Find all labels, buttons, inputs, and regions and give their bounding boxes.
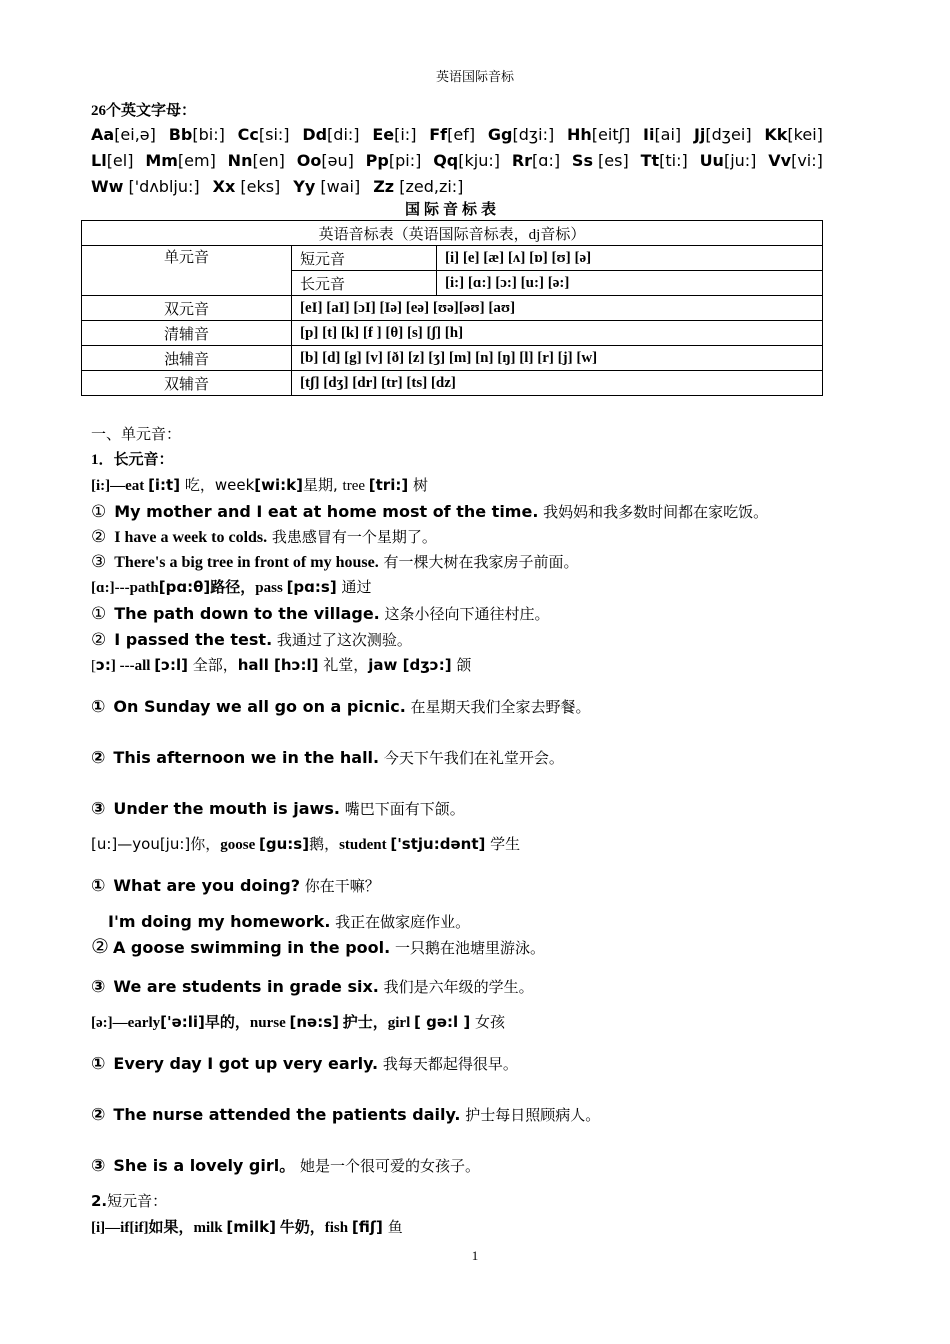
translation: 树 [408,476,428,494]
alphabet-letter [297,148,354,174]
translation: 星期, [302,476,343,494]
example-english: What are you doing? [113,876,301,895]
example-chinese: 一只鹅在池塘里游泳。 [390,939,545,957]
translation: 路径，pass [210,580,287,596]
phoneme-text: [ɑ:]---path [91,580,159,596]
table-title: 国际音标表 [404,202,500,218]
letter: Jj [693,125,706,144]
alphabet-letter [293,174,360,200]
example-sentence [91,550,823,575]
table-row [82,221,823,246]
letter-phonetic: [kei] [787,125,823,144]
phonetic: [pɑ:θ] [158,578,211,596]
example-english: Every day I got up very early. [113,1054,379,1073]
translation: 鱼 [382,1218,403,1236]
table-heading: 英语音标表（英语国际音标表，dj音标） [82,221,823,246]
alphabet-letter [366,148,422,174]
alphabet-letter [512,148,560,174]
letter-phonetic: [wai] [315,177,361,196]
example-sentence [91,601,823,627]
example-number: ③ [91,977,106,997]
category-monophthong: 单元音 [82,246,292,296]
example-chinese: 我每天都起得很早。 [378,1055,518,1073]
table-row [82,371,823,396]
table-row [82,321,823,346]
alphabet-letter [433,148,500,174]
word: student [339,837,391,853]
example-english: The nurse attended the patients daily. [113,1105,461,1124]
example-sentence [91,935,823,961]
letter-phonetic: [bi:] [192,125,225,144]
phonetic: [gu:s] [259,835,310,853]
alphabet-letter [213,174,281,200]
alphabet-letter [768,148,823,174]
alphabet-letter [488,122,554,148]
phonetic: ['ə:li] [160,1013,205,1031]
example-number: ① [91,604,107,624]
example-chinese: 我通过了这次测验。 [272,631,412,649]
example-english: She is a lovely girl。 [113,1156,296,1175]
symbols-voiceless: [p] [t] [k] [f ] [θ] [s] [ʃ] [h] [292,321,823,346]
alphabet-letter [372,122,416,148]
example-english: I'm doing my homework. [108,912,331,931]
alphabet-letter [764,122,823,148]
letter-phonetic: [pi:] [388,151,422,170]
example-sentence [91,694,823,720]
example-number: ② [91,630,107,650]
phonetic: ['stju:dənt] [390,835,486,853]
example-chinese: 她是一个很可爱的女孩子。 [295,1157,481,1175]
letter-phonetic: [di:] [327,125,360,144]
alphabet-letter [643,122,681,148]
example-english: A goose swimming in the pool. [112,938,391,957]
word: hall [hɔ:l] [237,656,319,674]
phonetic: [wi:k] [254,476,303,494]
translation: 礼堂， [318,656,369,674]
letter-phonetic: [ei,ə] [114,125,156,144]
example-chinese: 这条小径向下通往村庄。 [379,605,550,623]
alphabet-letter [700,148,757,174]
alphabet-letter [91,174,200,200]
alphabet-letter [145,148,216,174]
example-chinese: 在星期天我们全家去野餐。 [405,698,591,716]
alphabet-letter [373,174,463,200]
letter: Ll [91,151,107,170]
translation: 通过 [336,578,372,596]
example-sentence [91,1051,823,1077]
alphabet-letter [429,122,475,148]
letter: Vv [768,151,792,170]
symbols-double: [tʃ] [dʒ] [dr] [tr] [ts] [dz] [292,371,823,396]
alphabet-letter [169,122,225,148]
example-sentence [91,974,823,1000]
phonetic: [pɑ:s] [286,578,337,596]
translation: 颌 [451,656,472,674]
letter: Aa [91,125,115,144]
category-voiced: 浊辅音 [82,346,292,371]
letter: Bb [168,125,193,144]
example-english: I passed the test. [114,630,273,649]
example-sentence [91,745,823,771]
table-row [82,246,823,271]
subsection-number: 2. [91,1192,108,1210]
alphabet-letter [228,148,285,174]
example-english: On Sunday we all go on a picnic. [113,697,406,716]
letter-phonetic: [dʒi:] [512,125,555,144]
letter: Zz [373,177,395,196]
letter: Mm [145,151,178,170]
example-sentence [91,873,823,899]
example-chinese: 护士每日照顾病人。 [460,1106,601,1124]
example-sentence [91,909,823,935]
example-sentence [91,499,823,525]
letter-phonetic: ['dʌblju:] [123,177,200,196]
translation: 牛奶，fish [276,1220,352,1236]
symbols-diphthong: [eI] [aI] [ɔI] [Iə] [eə] [ʊə][əʊ] [aʊ] [292,296,823,321]
example-sentence [91,1102,823,1128]
translation: 全部， [187,656,238,674]
letter: Pp [365,151,389,170]
phoneme-text: [u:]—you[ju:]你， [91,835,221,853]
example-number: ① [91,876,106,896]
translation: 吃， [180,476,215,494]
alphabet-letter [91,148,133,174]
alphabet-letter [641,148,688,174]
example-english: The path down to the village. [114,604,380,623]
example-sentence [91,627,823,653]
phoneme-line-u-long [91,832,823,858]
phoneme-text: [ə:]—early [91,1015,161,1031]
subsection-label: 短元音： [107,1192,168,1210]
page-number: 1 [471,1248,479,1263]
alphabet-title: 26个英文字母： [91,103,197,119]
phoneme-text: [i]—if[if]如果，milk [91,1220,227,1236]
letter: Ww [91,177,124,196]
phoneme-line-i-short [91,1215,823,1241]
letter: Oo [296,151,322,170]
letter-phonetic: [ju:] [723,151,757,170]
phonetic: [ɔ:l] [154,656,188,674]
letter-phonetic: [ef] [447,125,476,144]
example-chinese: 我们是六年级的学生。 [378,978,534,996]
example-number: ③ [91,799,106,819]
alphabet-row-1 [91,122,823,148]
phonetic: [nə:s] [289,1013,339,1031]
phonetic: [tri:] [368,476,409,494]
letter-phonetic: [dʒei] [705,125,752,144]
letter-phonetic: [si:] [258,125,290,144]
translation: 早的，nurse [204,1015,290,1031]
example-number: ③ [91,552,107,572]
letter-phonetic: [zed,zi:] [394,177,464,196]
letter: Uu [699,151,724,170]
category-voiceless: 清辅音 [82,321,292,346]
example-number: ① [91,502,107,522]
subsection-short-vowels [91,1189,823,1215]
letter: Dd [302,125,328,144]
phonetic: [milk] [226,1218,277,1236]
letter: Ii [643,125,655,144]
bracket: [ [91,658,96,674]
letter: Xx [212,177,236,196]
example-english: Under the mouth is jaws. [113,799,340,818]
word: jaw [dʒɔ:] [368,656,452,674]
example-chinese: 嘴巴下面有下颌。 [339,800,465,818]
word: goose [220,837,260,853]
phoneme-line-er-long [91,1010,823,1036]
phoneme-line-a-long [91,575,823,601]
page-header: 英语国际音标 [435,69,514,84]
example-number: ③ [91,1156,106,1176]
letter-phonetic: [eitʃ] [591,125,631,144]
phonetic: [ gə:l ] [414,1013,471,1031]
example-chinese: 今天下午我们在礼堂开会。 [379,749,564,767]
letter-phonetic: [ti:] [659,151,688,170]
letter-phonetic: [kju:] [458,151,500,170]
symbols-voiced: [b] [d] [g] [v] [ð] [z] [ʒ] [m] [n] [ŋ] [l] [r] [j] [w] [292,346,823,371]
example-chinese: 我患感冒有一个星期了。 [267,528,437,546]
example-sentence [91,1153,823,1179]
alphabet-letter [694,122,752,148]
letter: Tt [640,151,660,170]
letter-phonetic: [ɑ:] [532,151,561,170]
example-english: My mother and I eat at home most of the time. [114,502,539,521]
subcategory-long: 长元音 [292,271,437,296]
section-heading: 一、单元音： [91,427,182,443]
alphabet-letter [238,122,290,148]
alphabet-letter [91,122,156,148]
phonetic: [i:t] [148,476,181,494]
phoneme-text: [i:]—eat [91,478,149,494]
letter: Rr [511,151,533,170]
example-number: ② [91,936,109,958]
letter-phonetic: [i:] [394,125,417,144]
phoneme-line-i-long [91,473,823,499]
alphabet-row-3 [91,174,823,200]
phoneme-line-o-long [91,653,823,679]
subsection-long-vowels: 1．长元音： [91,452,174,468]
example-english: I have a week to colds. [114,529,268,546]
alphabet-letter [302,122,359,148]
ipa-table [81,220,823,396]
translation: 鹅， [309,835,340,853]
letter-phonetic: [el] [106,151,134,170]
alphabet-letter [567,122,630,148]
example-english: This afternoon we in the hall. [113,748,380,767]
example-chinese: 你在干嘛？ [300,877,380,895]
example-number: ② [91,1105,106,1125]
symbols-long: [i:] [ɑ:] [ɔ:] [u:] [ə:] [437,271,823,296]
example-number: ① [91,697,106,717]
alphabet-letter [572,148,629,174]
example-sentence [91,525,823,550]
letter-phonetic: [en] [252,151,285,170]
letter: Ss [571,151,593,170]
example-number: ② [91,748,106,768]
phonetic: ɔ: [96,656,111,674]
word: tree [342,478,369,494]
table-row [82,346,823,371]
example-chinese: 我妈妈和我多数时间都在家吃饭。 [538,503,769,521]
example-sentence [91,796,823,822]
example-english: There's a big tree in front of my house. [114,554,379,571]
letter-phonetic: [ai] [654,125,682,144]
alphabet-row-2 [91,148,823,174]
letter: Cc [237,125,259,144]
letter-phonetic: [es] [592,151,629,170]
letter-phonetic: [vi:] [791,151,823,170]
example-chinese: 我正在做家庭作业。 [330,913,471,931]
phonetic: [fiʃ] [351,1218,383,1236]
example-chinese: 有一棵大树在我家房子前面。 [378,553,579,571]
document-body [91,100,823,1241]
letter: Nn [227,151,253,170]
example-number: ② [91,527,107,547]
translation: 女孩 [470,1013,505,1031]
category-diphthong: 双元音 [82,296,292,321]
example-number: ① [91,1054,106,1074]
letter: Yy [293,177,316,196]
letter: Hh [567,125,592,144]
letter: Ee [372,125,395,144]
letter: Gg [487,125,513,144]
symbols-short: [i] [e] [æ] [ʌ] [ɒ] [ʊ] [ə] [437,246,823,271]
letter-phonetic: [em] [177,151,216,170]
letter-phonetic: [eks] [235,177,281,196]
letter: Kk [764,125,788,144]
letter-phonetic: [əu] [321,151,354,170]
phoneme-text: ] ---all [110,658,155,674]
category-double: 双辅音 [82,371,292,396]
table-row [82,296,823,321]
translation: 学生 [485,835,521,853]
subcategory-short: 短元音 [292,246,437,271]
example-english: We are students in grade six. [113,977,379,996]
word: week [214,476,255,494]
letter: Ff [429,125,448,144]
translation: 护士，girl [339,1015,414,1031]
letter: Qq [433,151,459,170]
